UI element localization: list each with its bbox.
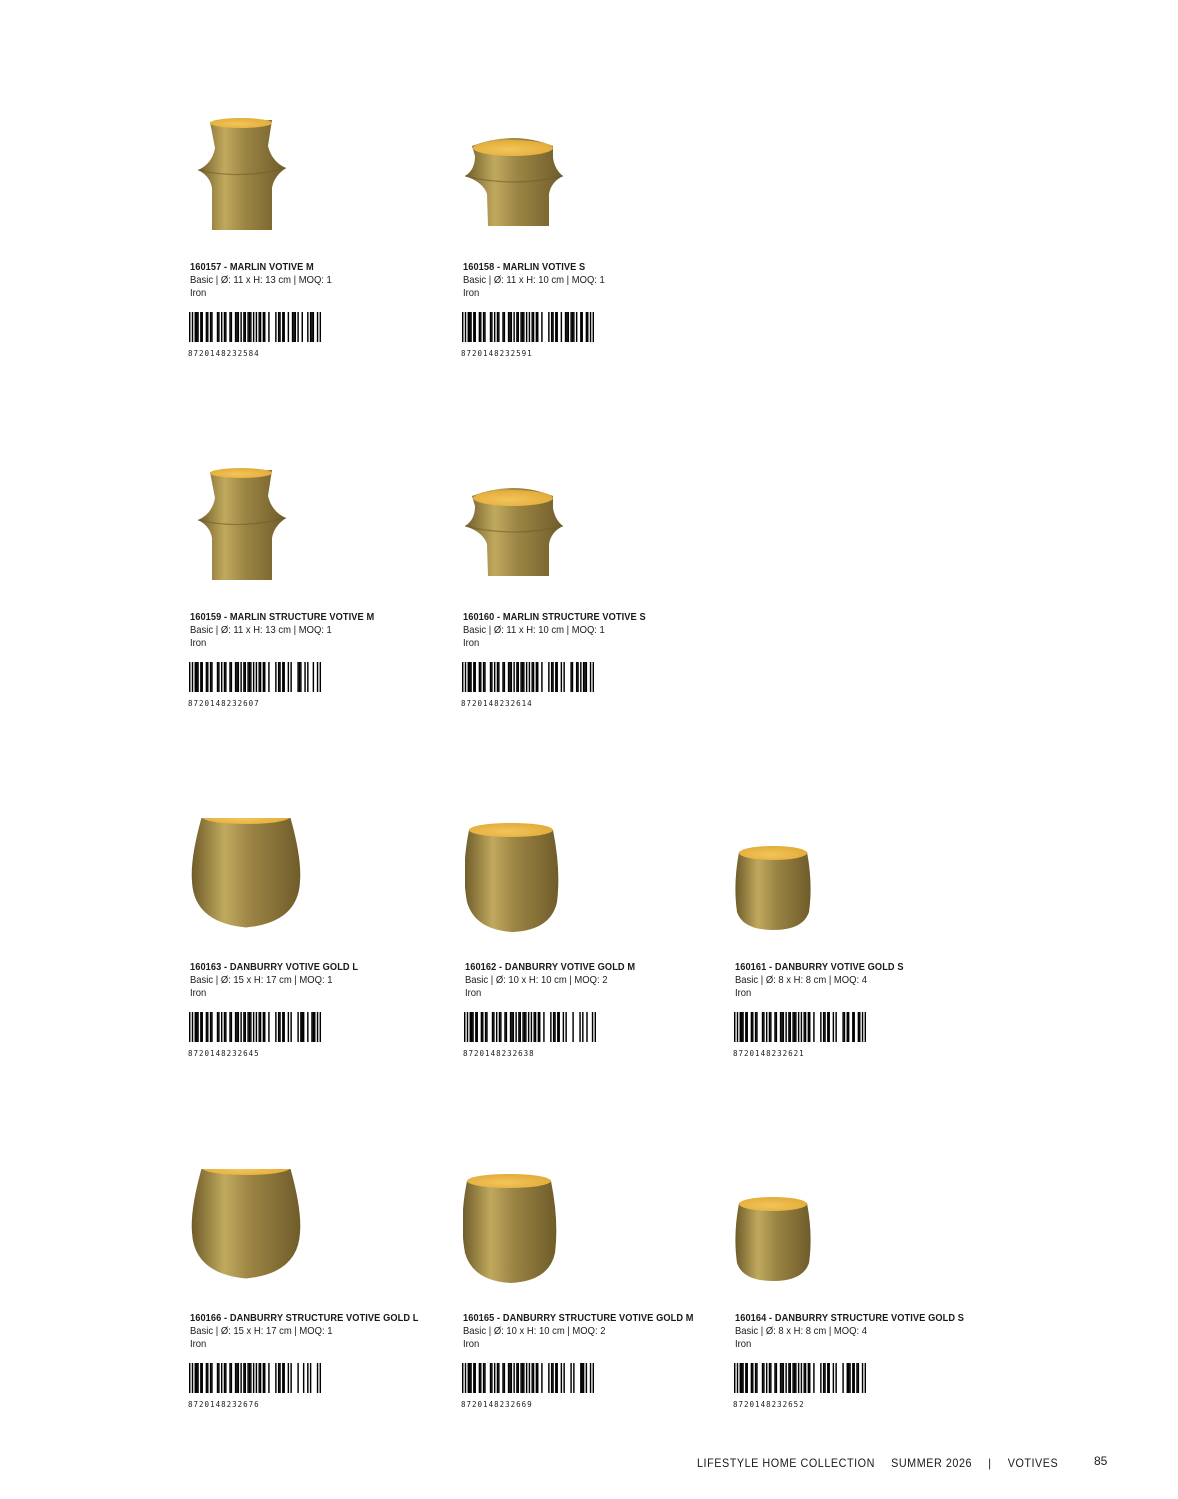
product-card bbox=[190, 118, 450, 418]
product-title: 160164 - DANBURRY STRUCTURE VOTIVE GOLD S bbox=[735, 1312, 965, 1324]
product-specs: Basic | Ø: 11 x H: 13 cm | MOQ: 1 bbox=[190, 624, 332, 636]
product-photo bbox=[463, 468, 613, 598]
product-specs: Basic | Ø: 10 x H: 10 cm | MOQ: 2 bbox=[465, 974, 608, 986]
product-card bbox=[463, 468, 723, 768]
product-photo bbox=[190, 118, 340, 248]
product-title: 160157 - MARLIN VOTIVE M bbox=[190, 261, 314, 273]
product-barcode bbox=[734, 1363, 866, 1393]
page-number: 85 bbox=[1094, 1454, 1108, 1468]
product-specs: Basic | Ø: 11 x H: 10 cm | MOQ: 1 bbox=[463, 624, 605, 636]
product-card bbox=[463, 118, 723, 418]
product-material: Iron bbox=[463, 1338, 480, 1350]
product-ean: 8720148232584 bbox=[188, 349, 260, 358]
product-specs: Basic | Ø: 11 x H: 10 cm | MOQ: 1 bbox=[463, 274, 605, 286]
product-photo bbox=[463, 118, 613, 248]
product-barcode bbox=[189, 1363, 321, 1393]
product-material: Iron bbox=[190, 1338, 207, 1350]
product-photo bbox=[463, 1169, 613, 1299]
product-ean: 8720148232669 bbox=[461, 1400, 533, 1409]
product-material: Iron bbox=[190, 987, 207, 999]
product-material: Iron bbox=[190, 287, 207, 299]
product-ean: 8720148232652 bbox=[733, 1400, 805, 1409]
product-barcode bbox=[462, 312, 594, 342]
product-barcode bbox=[189, 662, 321, 692]
product-photo bbox=[735, 1169, 885, 1299]
product-ean: 8720148232591 bbox=[461, 349, 533, 358]
product-photo bbox=[465, 818, 615, 948]
product-specs: Basic | Ø: 15 x H: 17 cm | MOQ: 1 bbox=[190, 1325, 333, 1337]
product-material: Iron bbox=[190, 637, 207, 649]
product-barcode bbox=[462, 1363, 594, 1393]
product-ean: 8720148232645 bbox=[188, 1049, 260, 1058]
product-material: Iron bbox=[465, 987, 482, 999]
product-ean: 8720148232614 bbox=[461, 699, 533, 708]
product-specs: Basic | Ø: 10 x H: 10 cm | MOQ: 2 bbox=[463, 1325, 606, 1337]
product-material: Iron bbox=[735, 987, 752, 999]
product-material: Iron bbox=[735, 1338, 752, 1350]
product-barcode bbox=[734, 1012, 866, 1042]
product-photo bbox=[735, 818, 885, 948]
page-footer bbox=[697, 1456, 1071, 1470]
product-card bbox=[465, 818, 725, 1118]
product-specs: Basic | Ø: 15 x H: 17 cm | MOQ: 1 bbox=[190, 974, 333, 986]
product-specs: Basic | Ø: 8 x H: 8 cm | MOQ: 4 bbox=[735, 1325, 867, 1337]
product-photo bbox=[190, 818, 340, 948]
product-ean: 8720148232607 bbox=[188, 699, 260, 708]
product-material: Iron bbox=[463, 637, 480, 649]
footer-season: SUMMER 2026 bbox=[891, 1456, 973, 1470]
footer-category: VOTIVES bbox=[1007, 1456, 1059, 1470]
product-title: 160162 - DANBURRY VOTIVE GOLD M bbox=[465, 961, 636, 973]
product-title: 160161 - DANBURRY VOTIVE GOLD S bbox=[735, 961, 904, 973]
product-barcode bbox=[462, 662, 594, 692]
product-specs: Basic | Ø: 8 x H: 8 cm | MOQ: 4 bbox=[735, 974, 867, 986]
product-title: 160163 - DANBURRY VOTIVE GOLD L bbox=[190, 961, 359, 973]
product-material: Iron bbox=[463, 287, 480, 299]
product-photo bbox=[190, 1169, 340, 1299]
product-title: 160165 - DANBURRY STRUCTURE VOTIVE GOLD M bbox=[463, 1312, 694, 1324]
footer-collection: LIFESTYLE HOME COLLECTION bbox=[697, 1456, 875, 1470]
product-title: 160159 - MARLIN STRUCTURE VOTIVE M bbox=[190, 611, 375, 623]
product-specs: Basic | Ø: 11 x H: 13 cm | MOQ: 1 bbox=[190, 274, 332, 286]
product-ean: 8720148232638 bbox=[463, 1049, 535, 1058]
footer-separator: | bbox=[988, 1456, 992, 1470]
product-card bbox=[735, 818, 995, 1118]
product-ean: 8720148232621 bbox=[733, 1049, 805, 1058]
product-card bbox=[190, 468, 450, 768]
product-title: 160160 - MARLIN STRUCTURE VOTIVE S bbox=[463, 611, 646, 623]
product-barcode bbox=[189, 312, 321, 342]
product-card bbox=[735, 1169, 995, 1469]
product-barcode bbox=[464, 1012, 596, 1042]
product-card bbox=[463, 1169, 723, 1469]
product-ean: 8720148232676 bbox=[188, 1400, 260, 1409]
product-card bbox=[190, 1169, 450, 1469]
product-barcode bbox=[189, 1012, 321, 1042]
product-card bbox=[190, 818, 450, 1118]
product-title: 160158 - MARLIN VOTIVE S bbox=[463, 261, 586, 273]
product-photo bbox=[190, 468, 340, 598]
product-title: 160166 - DANBURRY STRUCTURE VOTIVE GOLD L bbox=[190, 1312, 419, 1324]
